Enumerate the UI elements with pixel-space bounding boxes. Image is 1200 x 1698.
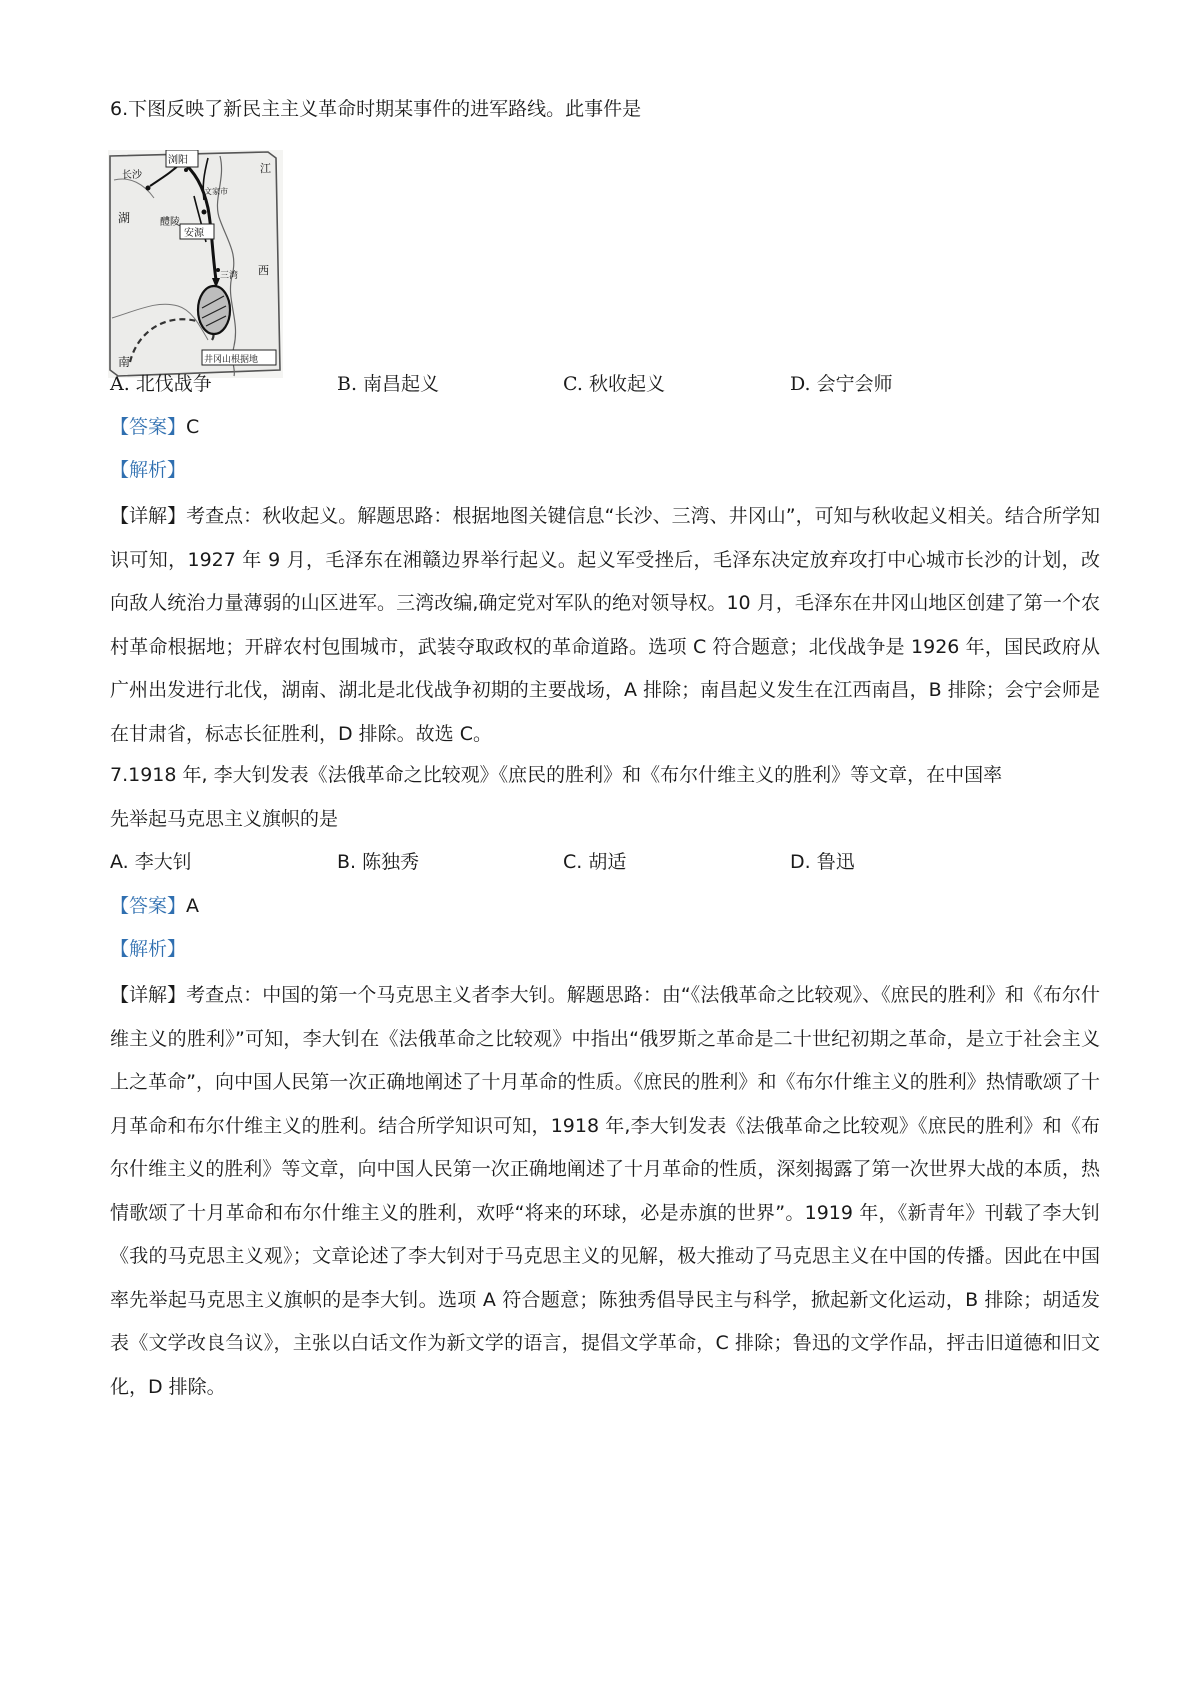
map-label-hu: 湖 (118, 211, 131, 225)
q6-option-d[interactable]: D. 会宁会师 (790, 373, 893, 395)
q6-answer-value: C (186, 416, 200, 438)
q6-analysis-heading (110, 457, 1100, 483)
q7-answer (110, 893, 1100, 919)
q7-analysis-heading (110, 936, 1100, 962)
q7-detail-tag: 【详解】 (110, 984, 187, 1006)
map-label-anyuan: 安源 (184, 228, 204, 239)
q7-answer-value: A (186, 895, 200, 917)
q6-option-c[interactable]: C. 秋收起义 (563, 373, 665, 395)
q7-option-a[interactable]: A. 李大钊 (110, 851, 192, 873)
map-label-changsha: 长沙 (122, 170, 142, 181)
map-label-liuyang: 浏阳 (168, 155, 188, 166)
q6-option-a[interactable]: A. 北伐战争 (110, 373, 212, 395)
map-label-xi: 西 (258, 264, 269, 277)
map-label-sanwan: 三湾 (220, 271, 239, 281)
q7-answer-tag: 【答案】 (110, 895, 187, 917)
q7-stem-line1: 7.1918 年, 李大钊发表《法俄革命之比较观》《庶民的胜利》和《布尔什维主义的胜利》等文章，在中国率 (110, 764, 1003, 786)
q6-option-b[interactable]: B. 南昌起义 (337, 373, 440, 395)
map-label-jinggangshan: 井冈山根据地 (204, 355, 259, 365)
q6-detail (110, 495, 1100, 756)
q6-detail-tag: 【详解】 (110, 505, 187, 527)
q6-analysis-tag: 【解析】 (110, 459, 187, 481)
map-label-liling: 醴陵 (160, 217, 180, 228)
q7-option-d[interactable]: D. 鲁迅 (790, 851, 855, 873)
map-label-jiang: 江 (260, 162, 271, 175)
map-label-nan: 南 (118, 355, 131, 369)
q7-detail-text: 考查点：中国的第一个马克思主义者李大钊。解题思路：由“《法俄革命之比较观》、《庶民的胜利》和《布尔什维主义的胜利》”可知，李大钊在《法俄革命之比较观》中指出“俄罗斯之革命是二十世纪初期之革命，是立于社会主义上之革命”，向中国人民第一次正确地阐述了十月革命的性质。《庶民的胜利》和《布尔什维主义的胜利》热情歌颂了十月革命和布尔什维主义的胜利。结合所学知识可知，1918 年,李大钊发表《法俄革命之比较观》《庶民的胜利》和《布尔什维主义的胜利》等文章，向中国人民第一次正确地阐述了十月革命的性质，深刻揭露了第一次世界大战的本质，热情歌颂了十月革命和布尔什维主义的胜利，欢呼“将来的环球，必是赤旗的世界”。1919 年，《新青年》刊载了李大钊《我的马克思主义观》；文章论述了李大钊对于马克思主义的见解，极大推动了马克思主义在中国的传播。因此在中国率先举起马克思主义旗帜的是李大钊。选项 A 符合题意；陈独秀倡导民主与科学，掀起新文化运动，B 排除；胡适发表《文学改良刍议》，主张以白话文作为新文学的语言，提倡文学革命，C 排除；鲁迅的文学作品，抨击旧道德和旧文化，D 排除。 (110, 984, 1100, 1398)
q6-detail-text: 考查点：秋收起义。解题思路：根据地图关键信息“长沙、三湾、井冈山”，可知与秋收起义相关。结合所学知识可知，1927 年 9 月，毛泽东在湘赣边界举行起义。起义军受挫后，毛泽东决定放弃攻打中心城市长沙的计划，改向敌人统治力量薄弱的山区进军。三湾改编,确定党对军队的绝对领导权。10 月，毛泽东在井冈山地区创建了第一个农村革命根据地；开辟农村包围城市，武装夺取政权的革命道路。选项 C 符合题意；北伐战争是 1926 年，国民政府从广州出发进行北伐，湖南、湖北是北伐战争初期的主要战场，A 排除；南昌起义发生在江西南昌，B 排除；会宁会师是在甘肃省，标志长征胜利，D 排除。故选 C。 (110, 505, 1100, 745)
q7-stem-line2: 先举起马克思主义旗帜的是 (110, 808, 339, 830)
q7-detail (110, 974, 1100, 1409)
q6-route-map (108, 150, 283, 378)
q6-answer-tag: 【答案】 (110, 416, 187, 438)
q6-answer (110, 414, 1100, 440)
q7-analysis-tag: 【解析】 (110, 938, 187, 960)
q6-stem: 6.下图反映了新民主主义革命时期某事件的进军路线。此事件是 (110, 98, 642, 120)
q7-option-b[interactable]: B. 陈独秀 (337, 851, 420, 873)
q7-option-c[interactable]: C. 胡适 (563, 851, 627, 873)
map-label-wenjiashi: 文家市 (204, 187, 228, 196)
